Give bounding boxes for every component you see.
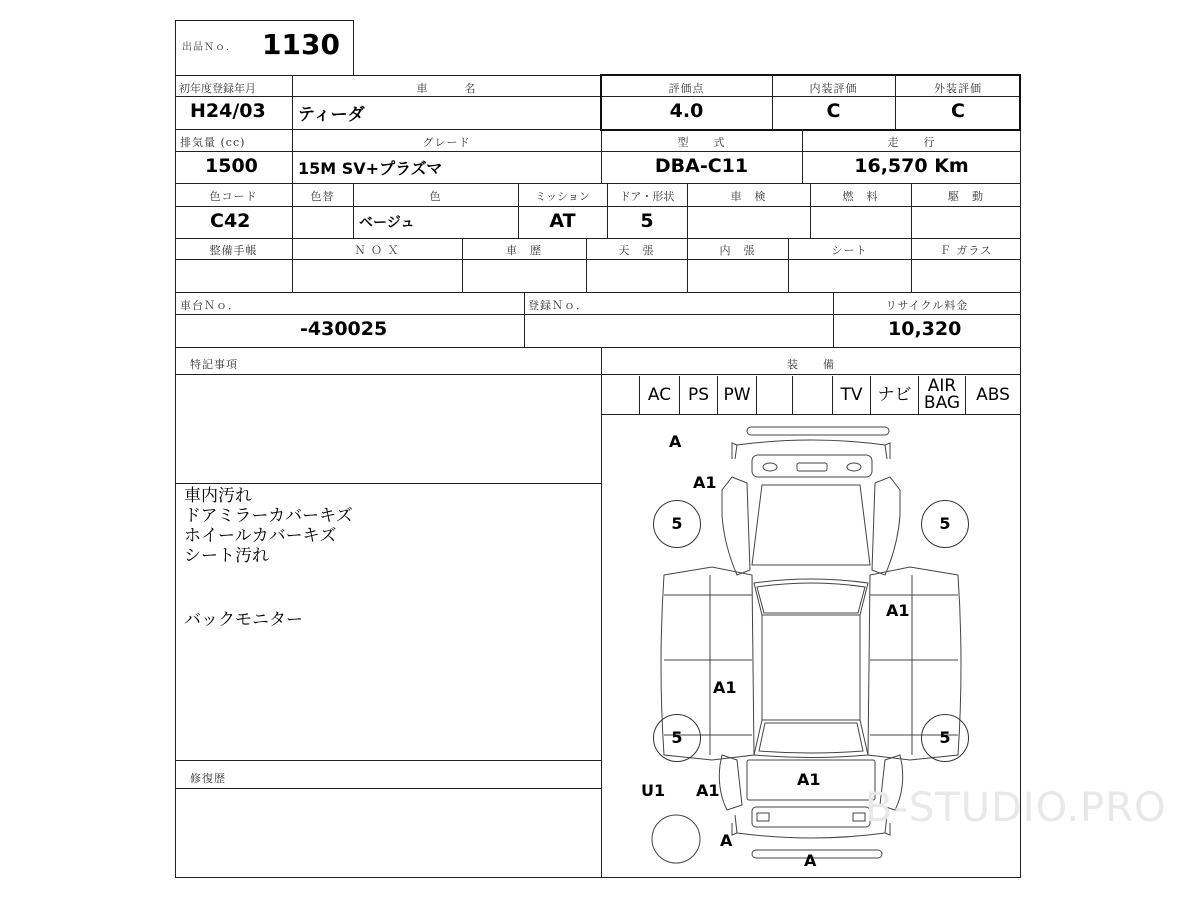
mark-right-door: A1 [886, 601, 910, 620]
equip-bag: BAG [923, 393, 961, 413]
remark-2: ドアミラーカバーキズ [184, 506, 353, 526]
maintenance-label: 整備手帳 [209, 244, 258, 257]
equip-blank-2 [757, 376, 793, 414]
transmission-value: AT [549, 210, 576, 232]
remark-3: ホイールカバーキズ [184, 526, 337, 546]
mark-front-bumper: A [669, 432, 682, 451]
chassis-label: 車台Ｎｏ． [180, 299, 240, 312]
doors-value: 5 [640, 210, 654, 232]
sunroof-label: 天 張 [618, 244, 655, 257]
equip-pw: PW [718, 376, 757, 414]
wheel-front-right: 5 [921, 500, 969, 548]
wheel-front-left: 5 [653, 500, 701, 548]
interior-label: 内装評価 [809, 82, 858, 95]
car-name-label: 車 名 [416, 82, 477, 95]
color-code-value: C42 [210, 210, 251, 232]
recycle-value: 10,320 [888, 318, 962, 340]
wheel-rear-right: 5 [921, 714, 969, 762]
mark-rear-fender-left: A1 [696, 781, 720, 800]
equip-blank-1 [602, 376, 640, 414]
watermark: B-STUDIO.PRO [865, 785, 1167, 831]
remark-1: 車内汚れ [184, 486, 252, 506]
equip-blank-3 [793, 376, 833, 414]
model-label: 型 式 [677, 136, 726, 149]
history-label: 車 歴 [506, 244, 542, 257]
wheel-rear-left: 5 [653, 714, 701, 762]
equipment-label: 装 備 [787, 358, 835, 371]
fuel-label: 燃 料 [842, 190, 879, 203]
remarks-label: 特記事項 [190, 358, 238, 371]
color-code-label: 色コード [209, 190, 258, 203]
recycle-label: リサイクル料金 [885, 299, 969, 312]
interior-value: C [826, 100, 841, 122]
interior-trim-label: 内 張 [719, 244, 756, 257]
equip-abs: ABS [976, 385, 1010, 405]
equip-navi: ナビ [871, 376, 919, 414]
color-change-label: 色替 [310, 190, 335, 203]
mark-rear-bumper: A [720, 831, 733, 850]
lot-number: 1130 [262, 28, 340, 61]
mileage-label: 走 行 [887, 136, 936, 149]
transmission-label: ミッション [535, 190, 590, 203]
glass-label: Ｆ ガラス [939, 244, 993, 257]
color-value: ベージュ [359, 215, 415, 231]
mileage-value: 16,570 Km [854, 155, 969, 177]
mark-front-fender-left: A1 [693, 473, 717, 492]
equip-airbag [919, 376, 966, 414]
mark-rear-bumper-lower: A [804, 851, 817, 870]
chassis-value: -430025 [300, 318, 388, 340]
score-value: 4.0 [669, 100, 704, 122]
grade-value: 15M SV+プラズマ [298, 159, 443, 178]
color-label: 色 [429, 190, 442, 203]
lot-label: 出品Ｎｏ． [182, 42, 237, 53]
inspection-label: 車 検 [730, 190, 767, 203]
score-label: 評価点 [668, 82, 705, 95]
remark-5: バックモニター [184, 610, 303, 630]
exterior-label: 外装評価 [934, 82, 982, 95]
mark-left-door: A1 [713, 678, 737, 697]
remark-4: シート汚れ [184, 546, 269, 566]
equip-ps: PS [680, 376, 718, 414]
equip-air: AIR [927, 376, 957, 396]
equip-tv: TV [833, 376, 871, 414]
car-name-value: ティーダ [298, 105, 365, 125]
doors-label: ドア・形状 [619, 190, 675, 203]
displacement-label: 排気量 (cc) [180, 136, 246, 149]
exterior-value: C [951, 100, 965, 122]
drive-label: 駆 動 [948, 190, 984, 203]
registration-label: 登録Ｎｏ． [528, 299, 588, 312]
mark-trunk: A1 [797, 770, 821, 789]
displacement-value: 1500 [205, 155, 258, 177]
nox-label: Ｎ Ｏ Ｘ [354, 244, 400, 257]
mark-u1: U1 [641, 781, 666, 800]
first-reg-label: 初年度登録年月 [179, 82, 256, 95]
first-reg-value: H24/03 [190, 100, 266, 122]
seat-label: シート [831, 244, 868, 257]
repair-label: 修復歴 [190, 772, 226, 785]
grade-label: グレード [422, 136, 471, 149]
equip-ac: AC [640, 376, 680, 414]
model-value: DBA-C11 [654, 155, 749, 177]
